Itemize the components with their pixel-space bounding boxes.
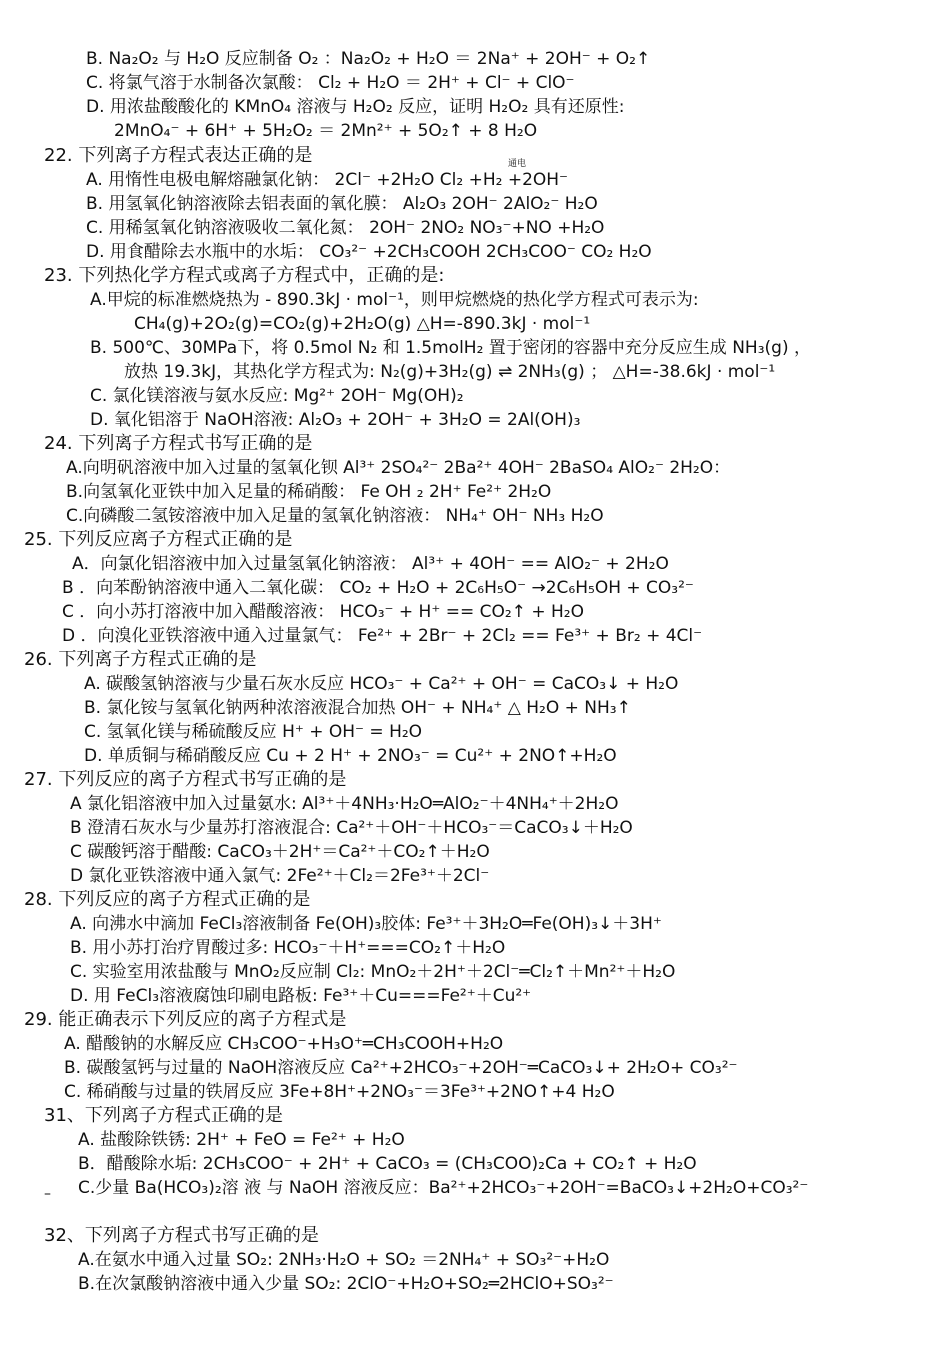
text-line: C 碳酸钙溶于醋酸: CaCO₃＋2H⁺＝Ca²⁺＋CO₂↑＋H₂O — [70, 842, 490, 862]
text-line: D. 单质铜与稀硝酸反应 Cu + 2 H⁺ + 2NO₃⁻ = Cu²⁺ + 2NO↑+H₂O — [84, 746, 617, 766]
text-line: A. 盐酸除铁锈: 2H⁺ + FeO = Fe²⁺ + H₂O — [78, 1130, 405, 1150]
text-line: 22. 下列离子方程式表达正确的是 — [44, 145, 313, 166]
text-line: C.少量 Ba(HCO₃)₂溶 液 与 NaOH 溶液反应：Ba²⁺+2HCO₃⁻+2OH⁻=BaCO₃↓+2H₂O+CO₃²⁻ — [78, 1178, 809, 1198]
text-line: 28. 下列反应的离子方程式正确的是 — [24, 889, 311, 910]
text-line: C ．向小苏打溶液中加入醋酸溶液： HCO₃⁻ + H⁺ == CO₂↑ + H₂O — [62, 602, 584, 622]
text-line: B. 用氢氧化钠溶液除去铝表面的氧化膜： Al₂O₃ 2OH⁻ 2AlO₂⁻ H₂O — [86, 194, 598, 214]
text-line: 24. 下列离子方程式书写正确的是 — [44, 433, 313, 454]
text-line: A. 向沸水中滴加 FeCl₃溶液制备 Fe(OH)₃胶体: Fe³⁺＋3H₂O═Fe(OH)₃↓＋3H⁺ — [70, 914, 662, 934]
text-line: B. 氯化铵与氢氧化钠两种浓溶液混合加热 OH⁻ + NH₄⁺ △ H₂O + NH₃↑ — [84, 698, 631, 718]
text-line: C. 将氯气溶于水制备次氯酸： Cl₂ + H₂O ＝ 2H⁺ + Cl⁻ + ClO⁻ — [86, 73, 575, 93]
text-line: B.向氢氧化亚铁中加入足量的稀硝酸： Fe OH ₂ 2H⁺ Fe²⁺ 2H₂O — [66, 482, 552, 502]
text-line: 放热 19.3kJ，其热化学方程式为: N₂(g)+3H₂(g) ⇌ 2NH₃(g) ； △H=-38.6kJ · mol⁻¹ — [124, 362, 776, 382]
text-line: A.向明矾溶液中加入过量的氢氧化钡 Al³⁺ 2SO₄²⁻ 2Ba²⁺ 4OH⁻ 2BaSO₄ AlO₂⁻ 2H₂O： — [66, 458, 731, 478]
text-line: B.在次氯酸钠溶液中通入少量 SO₂: 2ClO⁻+H₂O+SO₂═2HClO+SO₃²⁻ — [78, 1274, 614, 1294]
text-line: B. 碳酸氢钙与过量的 NaOH溶液反应 Ca²⁺+2HCO₃⁻+2OH⁻═CaCO₃↓+ 2H₂O+ CO₃²⁻ — [64, 1058, 738, 1078]
text-line: A. 碳酸氢钠溶液与少量石灰水反应 HCO₃⁻ + Ca²⁺ + OH⁻ = CaCO₃↓ + H₂O — [84, 674, 679, 694]
text-line: CH₄(g)+2O₂(g)=CO₂(g)+2H₂O(g) △H=-890.3kJ · mol⁻¹ — [134, 314, 591, 334]
text-line: C. 用稀氢氧化钠溶液吸收二氧化氮： 2OH⁻ 2NO₂ NO₃⁻+NO +H₂O — [86, 218, 605, 238]
text-line: C. 实验室用浓盐酸与 MnO₂反应制 Cl₂: MnO₂＋2H⁺＋2Cl⁻═Cl₂↑＋Mn²⁺＋H₂O — [70, 962, 676, 982]
text-line: C.向磷酸二氢铵溶液中加入足量的氢氧化钠溶液： NH₄⁺ OH⁻ NH₃ H₂O — [66, 506, 604, 526]
text-line: B. Na₂O₂ 与 H₂O 反应制备 O₂ ：Na₂O₂ + H₂O ＝ 2Na⁺ + 2OH⁻ + O₂↑ — [86, 49, 651, 69]
text-line: A. 用惰性电极电解熔融氯化钠： 2Cl⁻ +2H₂O Cl₂ +H₂ +2OH⁻ — [86, 170, 569, 190]
text-line: D. 用浓盐酸酸化的 KMnO₄ 溶液与 H₂O₂ 反应，证明 H₂O₂ 具有还原性: — [86, 97, 625, 117]
text-line: A．向氯化铝溶液中加入过量氢氧化钠溶液： Al³⁺ + 4OH⁻ == AlO₂⁻ + 2H₂O — [72, 554, 669, 574]
text-line: D ．向溴化亚铁溶液中通入过量氯气： Fe²⁺ + 2Br⁻ + 2Cl₂ == Fe³⁺ + Br₂ + 4Cl⁻ — [62, 626, 703, 646]
text-line: 29. 能正确表示下列反应的离子方程式是 — [24, 1009, 347, 1030]
text-line: A.在氨水中通入过量 SO₂: 2NH₃·H₂O + SO₂ ＝2NH₄⁺ + SO₃²⁻+H₂O — [78, 1250, 610, 1270]
text-line: 32、下列离子方程式书写正确的是 — [44, 1225, 319, 1246]
text-line: B. 500℃、30MPa下，将 0.5mol N₂ 和 1.5molH₂ 置于密闭的容器中充分反应生成 NH₃(g) ， — [90, 338, 811, 358]
text-line: 23. 下列热化学方程式或离子方程式中，正确的是: — [44, 265, 445, 286]
text-line: A.甲烷的标准燃烧热为 - 890.3kJ · mol⁻¹，则甲烷燃烧的热化学方程式可表示为: — [90, 290, 699, 310]
text-line: C. 氯化镁溶液与氨水反应: Mg²⁺ 2OH⁻ Mg(OH)₂ — [90, 386, 464, 406]
electrolysis-label: 通电 — [508, 159, 527, 169]
text-line: 2MnO₄⁻ + 6H⁺ + 5H₂O₂ ＝ 2Mn²⁺ + 5O₂↑ + 8 H₂O — [114, 121, 538, 141]
text-line: B ．向苯酚钠溶液中通入二氧化碳： CO₂ + H₂O + 2C₆H₅O⁻ →2C₆H₅OH + CO₃²⁻ — [62, 578, 694, 598]
text-line: A. 醋酸钠的水解反应 CH₃COO⁻+H₃O⁺═CH₃COOH+H₂O — [64, 1034, 504, 1054]
text-line: 25. 下列反应离子方程式正确的是 — [24, 529, 293, 550]
text-line: 26. 下列离子方程式正确的是 — [24, 649, 257, 670]
text-line: C. 氢氧化镁与稀硫酸反应 H⁺ + OH⁻ = H₂O — [84, 722, 423, 742]
text-line: D. 用食醋除去水瓶中的水垢： CO₃²⁻ +2CH₃COOH 2CH₃COO⁻ CO₂ H₂O — [86, 242, 652, 262]
text-line: D. 用 FeCl₃溶液腐蚀印刷电路板: Fe³⁺＋Cu===Fe²⁺＋Cu²⁺ — [70, 986, 532, 1006]
continuation-dash: – — [44, 1186, 51, 1202]
text-line: D 氯化亚铁溶液中通入氯气: 2Fe²⁺＋Cl₂＝2Fe³⁺＋2Cl⁻ — [70, 866, 490, 886]
text-line: B. 用小苏打治疗胃酸过多: HCO₃⁻＋H⁺===CO₂↑＋H₂O — [70, 938, 506, 958]
text-line: A 氯化铝溶液中加入过量氨水: Al³⁺＋4NH₃·H₂O═AlO₂⁻＋4NH₄⁺＋2H₂O — [70, 794, 619, 814]
text-line: B．醋酸除水垢: 2CH₃COO⁻ + 2H⁺ + CaCO₃ = (CH₃COO)₂Ca + CO₂↑ + H₂O — [78, 1154, 697, 1174]
text-line: D. 氧化铝溶于 NaOH溶液: Al₂O₃ + 2OH⁻ + 3H₂O = 2Al(OH)₃ — [90, 410, 581, 430]
text-line: C. 稀硝酸与过量的铁屑反应 3Fe+8H⁺+2NO₃⁻＝3Fe³⁺+2NO↑+4 H₂O — [64, 1082, 615, 1102]
text-line: 31、下列离子方程式正确的是 — [44, 1105, 283, 1126]
text-line: 27. 下列反应的离子方程式书写正确的是 — [24, 769, 347, 790]
text-line: B 澄清石灰水与少量苏打溶液混合: Ca²⁺＋OH⁻＋HCO₃⁻＝CaCO₃↓＋H₂O — [70, 818, 633, 838]
